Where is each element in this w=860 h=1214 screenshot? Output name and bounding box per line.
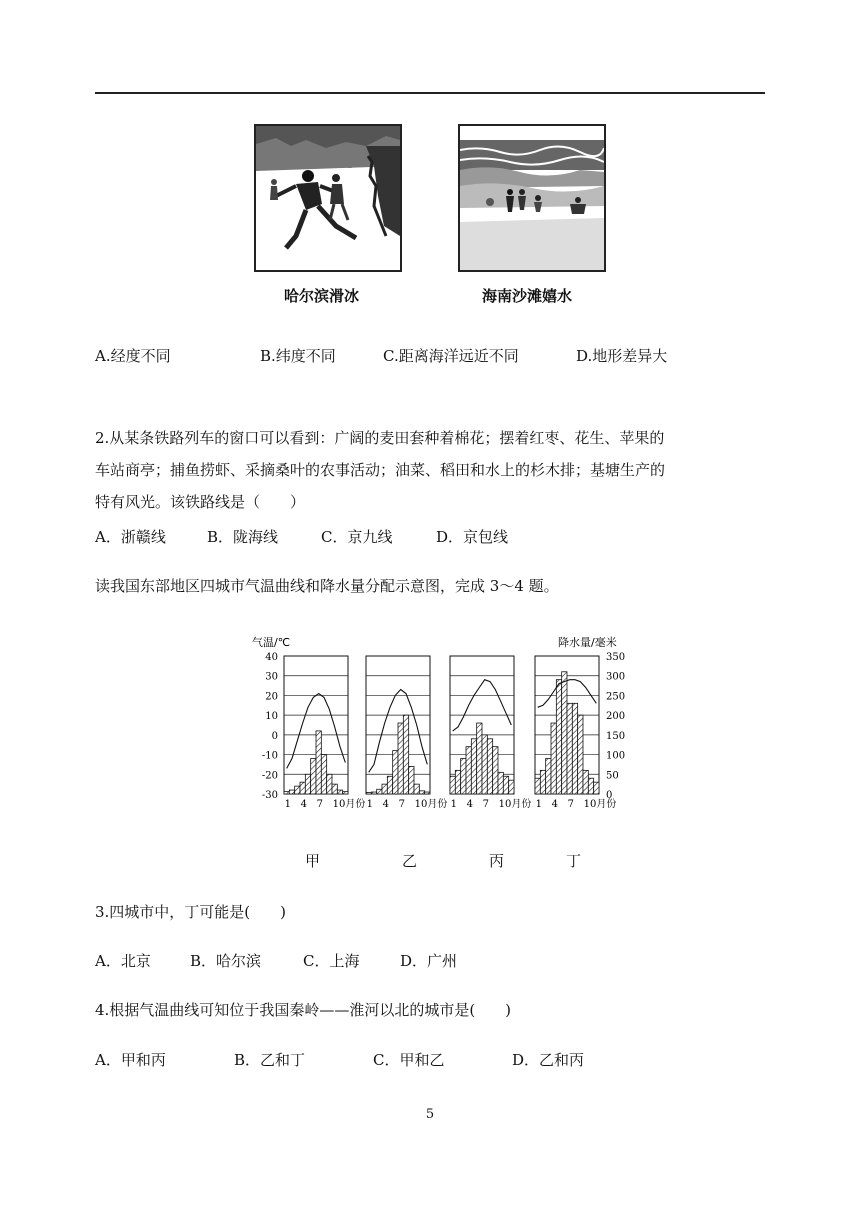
precip-bar [471, 739, 476, 794]
precip-bar [393, 751, 398, 794]
month-tick-label: 7 [567, 799, 575, 810]
temp-tick-label: -20 [261, 770, 278, 782]
precip-bar [482, 735, 487, 794]
precip-bar [300, 782, 305, 794]
precip-bar [403, 715, 408, 794]
precip-bar [556, 680, 561, 794]
header-rule [95, 92, 765, 94]
precip-bar [567, 703, 572, 794]
precip-bar [450, 776, 455, 794]
precip-bar [316, 731, 321, 794]
q3-stem: 3.四城市中，丁可能是( ) [95, 903, 287, 921]
precip-bar [366, 792, 371, 794]
precip-bar [289, 790, 294, 794]
precip-bar [578, 715, 583, 794]
city-yi-label: 乙 [402, 852, 418, 870]
precip-bar [398, 723, 403, 794]
precip-bar [455, 770, 460, 794]
q2-option-a: A．浙赣线 [95, 528, 166, 546]
precip-bar [551, 723, 556, 794]
month-tick-label: 7 [482, 799, 490, 810]
month-tick-label: 10月份 [583, 799, 617, 810]
precip-bar [493, 747, 498, 794]
precip-bar [466, 747, 471, 794]
temp-axis-label: 气温/℃ [252, 636, 291, 649]
q2-line-1: 2.从某条铁路列车的窗口可以看到：广阔的麦田套种着棉花；摆着红枣、花生、苹果的 [95, 429, 665, 447]
precip-bar [332, 784, 337, 794]
precip-tick-label: 150 [606, 730, 626, 742]
precip-bar [477, 723, 482, 794]
precip-bar [409, 766, 414, 794]
climate-panel [284, 656, 365, 810]
page-number: 5 [425, 1107, 435, 1122]
month-tick-label: 7 [316, 799, 324, 810]
skating-caption: 哈尔滨滑冰 [284, 287, 360, 305]
precip-bar [371, 792, 376, 794]
q1-option-c: C.距离海洋远近不同 [383, 347, 519, 365]
q2-option-c: C．京九线 [321, 528, 393, 546]
precip-bar [311, 759, 316, 794]
month-tick-label: 10月份 [332, 799, 366, 810]
precip-bar [588, 778, 593, 794]
q4-option-a: A．甲和丙 [95, 1051, 166, 1069]
month-tick-label: 10月份 [498, 799, 532, 810]
precip-bar [535, 778, 540, 794]
precip-bar [461, 759, 466, 794]
month-tick-label: 1 [366, 799, 374, 810]
temp-tick-label: 30 [265, 671, 278, 683]
intro-text: 读我国东部地区四城市气温曲线和降水量分配示意图，完成 3～4 题。 [95, 577, 559, 595]
precip-bar [343, 792, 348, 794]
precip-bar [387, 776, 392, 794]
precip-bar [419, 791, 424, 794]
temp-tick-label: 10 [265, 711, 278, 723]
month-tick-label: 4 [466, 799, 474, 810]
precip-tick-label: 50 [606, 770, 619, 782]
climate-panel [535, 656, 616, 810]
precip-bar [583, 770, 588, 794]
q4-option-b: B．乙和丁 [234, 1051, 306, 1069]
precip-bar [327, 774, 332, 794]
q2-line-3: 特有风光。该铁路线是（ ） [95, 493, 306, 511]
q2-line-2: 车站商亭；捕鱼捞虾、采摘桑叶的农事活动；油菜、稻田和水上的杉木排；基塘生产的 [95, 461, 666, 479]
precip-bar [572, 703, 577, 794]
q3-option-a: A．北京 [95, 952, 151, 970]
month-tick-label: 1 [450, 799, 458, 810]
q4-option-d: D．乙和丙 [512, 1051, 585, 1069]
month-tick-label: 7 [398, 799, 406, 810]
city-jia-label: 甲 [305, 852, 321, 870]
city-ding-label: 丁 [566, 852, 582, 870]
precip-bar [305, 774, 310, 794]
climate-chart-svg [250, 632, 640, 812]
q4-stem: 4.根据气温曲线可知位于我国秦岭——淮河以北的城市是( ) [95, 1001, 512, 1019]
precip-bar [337, 790, 342, 794]
temp-tick-label: -30 [261, 790, 278, 801]
precip-bar [540, 770, 545, 794]
temp-tick-label: 0 [271, 730, 278, 742]
precip-bar [594, 782, 599, 794]
precip-tick-label: 100 [606, 750, 626, 762]
q1-option-b: B.纬度不同 [260, 347, 336, 365]
temp-tick-label: 20 [265, 691, 278, 703]
precip-tick-label: 200 [606, 711, 626, 723]
q3-option-c: C．上海 [303, 952, 360, 970]
beach-photo [458, 124, 606, 272]
precip-axis-label: 降水量/毫米 [558, 636, 617, 649]
precip-bar [414, 784, 419, 794]
temp-tick-label: 40 [265, 652, 278, 663]
climate-chart [250, 632, 640, 812]
precip-bar [284, 792, 289, 794]
q3-option-b: B．哈尔滨 [190, 952, 262, 970]
precip-bar [487, 739, 492, 794]
precip-bar [509, 780, 514, 794]
precip-bar [295, 786, 300, 794]
month-tick-label: 4 [551, 799, 559, 810]
precip-bar [382, 784, 387, 794]
climate-panel [366, 656, 447, 810]
precip-tick-label: 300 [606, 671, 626, 683]
precip-tick-label: 350 [606, 652, 626, 663]
q1-option-d: D.地形差异大 [576, 347, 668, 365]
month-tick-label: 10月份 [414, 799, 448, 810]
climate-panel [450, 656, 531, 810]
precip-bar [503, 776, 508, 794]
q1-option-a: A.经度不同 [95, 347, 171, 365]
q4-option-c: C．甲和乙 [373, 1051, 445, 1069]
skating-photo [254, 124, 402, 272]
precip-bar [562, 672, 567, 794]
q2-option-d: D．京包线 [436, 528, 509, 546]
temp-tick-label: -10 [261, 750, 278, 762]
month-tick-label: 1 [284, 799, 292, 810]
precip-bar [498, 772, 503, 794]
precip-tick-label: 250 [606, 691, 626, 703]
q2-option-b: B．陇海线 [207, 528, 279, 546]
month-tick-label: 4 [300, 799, 308, 810]
city-bing-label: 丙 [489, 852, 505, 870]
precip-bar [377, 789, 382, 794]
precip-bar [321, 755, 326, 794]
precip-bar [546, 759, 551, 794]
month-tick-label: 1 [535, 799, 543, 810]
beach-caption: 海南沙滩嬉水 [482, 287, 573, 305]
precip-tick-label: 0 [606, 790, 613, 801]
precip-bar [425, 792, 430, 794]
month-tick-label: 4 [382, 799, 390, 810]
q3-option-d: D．广州 [400, 952, 458, 970]
